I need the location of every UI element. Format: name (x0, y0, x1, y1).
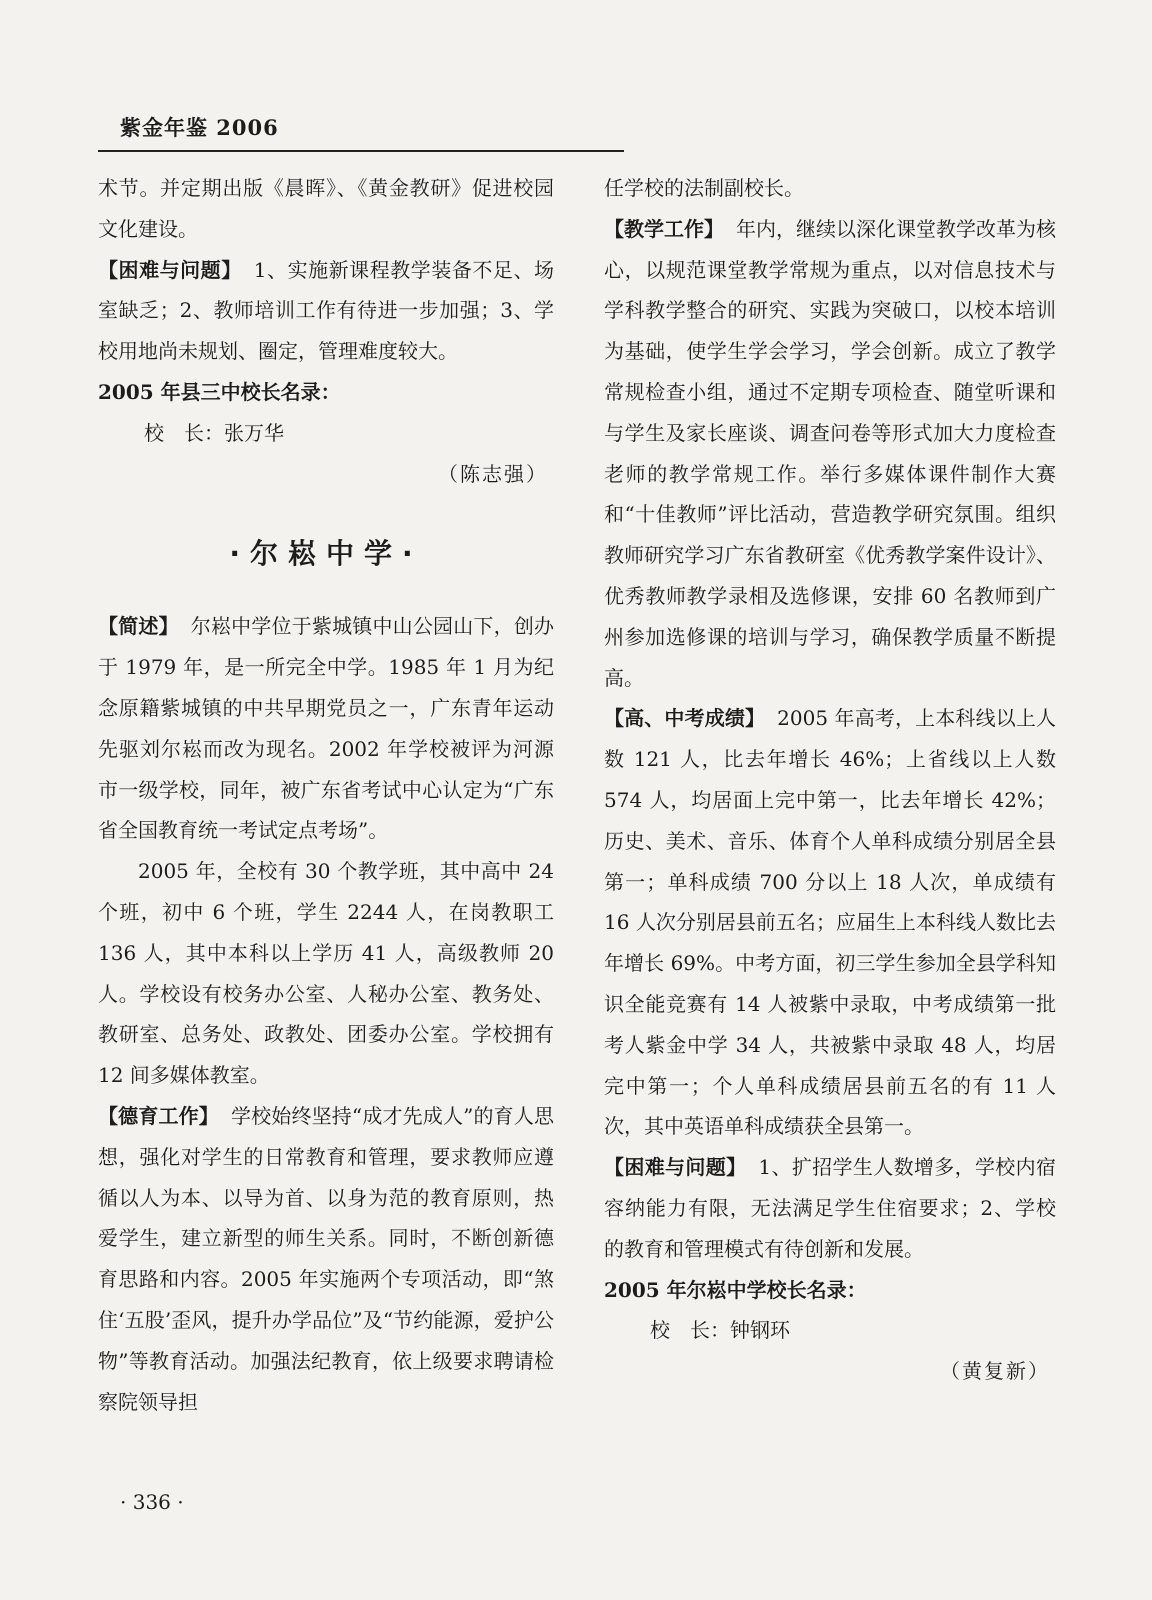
moral-text: 学校始终坚持“成才先成人”的育人思想，强化对学生的日常教育和管理，要求教师应遵循以人为本、以导为首、以身为范的教育原则，热爱学生，建立新型的师生关系。同时，不断创新德育思路和内容。2005 年实施两个专项活动，即“煞住‘五股’歪风，提升办学品位”及“节约能源，爱护公物”等教育活动。加强法纪教育，依上级要求聘请检察院领导担 (98, 1103, 554, 1414)
exam-text: 2005 年高考，上本科线以上人数 121 人，比去年增长 46%；上省线以上人数 574 人，均居面上完中第一，比去年增长 42%；历史、美术、音乐、体育个人单科成绩分别居全县第一；单科成绩 700 分以上 18 人次，单成绩有 16 人次分别居县前五名；应届生上本科线人数比去年增长 69%。中考方面，初三学生参加全县学科知识全能竞赛有 14 人被紫中录取，中考成绩第一批考人紫金中学 34 人，共被紫中录取 48 人，均居完中第一；个人单科成绩居县前五名的有 11 人次，其中英语单科成绩获全县第一。 (604, 706, 1056, 1139)
roster-title: 2005 年县三中校长名录： (98, 379, 341, 404)
difficulties-paragraph (604, 1147, 1056, 1269)
exam-paragraph (604, 698, 1056, 1147)
teaching-paragraph (604, 209, 1056, 699)
difficulties-paragraph (98, 250, 554, 372)
exam-tag: 【高、中考成绩】 (604, 706, 766, 731)
difficulties-tag: 【困难与问题】 (604, 1155, 747, 1180)
moral-paragraph (98, 1096, 554, 1422)
continuation-paragraph: 任学校的法制副校长。 (604, 176, 804, 200)
teaching-tag: 【教学工作】 (604, 216, 724, 241)
author-credit: （黄复新） (940, 1359, 1050, 1384)
roster-entry: 校 长：钟钢环 (650, 1318, 790, 1343)
stats-paragraph: 2005 年，全校有 30 个教学班，其中高中 24 个班，初中 6 个班，学生 2244 人，在岗教职工 136 人，其中本科以上学历 41 人，高级教师 20 人。学校设有校务办公室、人秘办公室、教务处、教研室、总务处、政教处、团委办公室。学校拥有 12 间多媒体教室。 (98, 859, 554, 1088)
yearbook-title: 紫金年鉴 2006 (120, 115, 279, 140)
section-title: ·尔崧中学· (229, 537, 423, 571)
difficulties-text: 1、实施新课程教学装备不足、场室缺乏；2、教师培训工作有待进一步加强；3、学校用地尚未规划、圈定，管理难度较大。 (98, 257, 555, 364)
difficulties-text: 1、扩招学生人数增多，学校内宿容纳能力有限，无法满足学生住宿要求；2、学校的教育和管理模式有待创新和发展。 (604, 1155, 1056, 1261)
difficulties-tag: 【困难与问题】 (98, 257, 242, 282)
intro-paragraph (98, 606, 554, 851)
author-credit: （陈志强） (438, 461, 548, 486)
intro-tag: 【简述】 (98, 614, 179, 639)
continuation-paragraph: 术节。并定期出版《晨晖》、《黄金教研》促进校园文化建设。 (98, 176, 554, 241)
teaching-text: 年内，继续以深化课堂教学改革为核心，以规范课堂教学常规为重点，以对信息技术与学科教学整合的研究、实践为突破口，以校本培训为基础，使学生学会学习，学会创新。成立了教学常规检查小组，通过不定期专项检查、随堂听课和与学生及家长座谈、调查问卷等形式加大力度检查老师的教学常规工作。举行多媒体课件制作大赛和“十佳教师”评比活动，营造教学研究氛围。组织教师研究学习广东省教研室《优秀教学案件设计》、优秀教师教学录相及选修课，安排 60 名教师到广州参加选修课的培训与学习，确保教学质量不断提高。 (604, 216, 1056, 690)
left-column (98, 168, 554, 1422)
right-column (604, 168, 1056, 1392)
roster-entry: 校 长：张万华 (144, 420, 284, 445)
intro-text: 尔崧中学位于紫城镇中山公园山下，创办于 1979 年，是一所完全中学。1985 年 1 月为纪念原籍紫城镇的中共早期党员之一，广东青年运动先驱刘尔崧而改为现名。2002 年学校被评为河源市一级学校，同年，被广东省考试中心认定为“广东省全国教育统一考试定点考场”。 (98, 614, 555, 843)
roster-title: 2005 年尔崧中学校长名录： (604, 1277, 867, 1302)
page-number: · 336 · (120, 1490, 184, 1514)
header-rule (98, 150, 624, 152)
moral-tag: 【德育工作】 (98, 1103, 219, 1128)
